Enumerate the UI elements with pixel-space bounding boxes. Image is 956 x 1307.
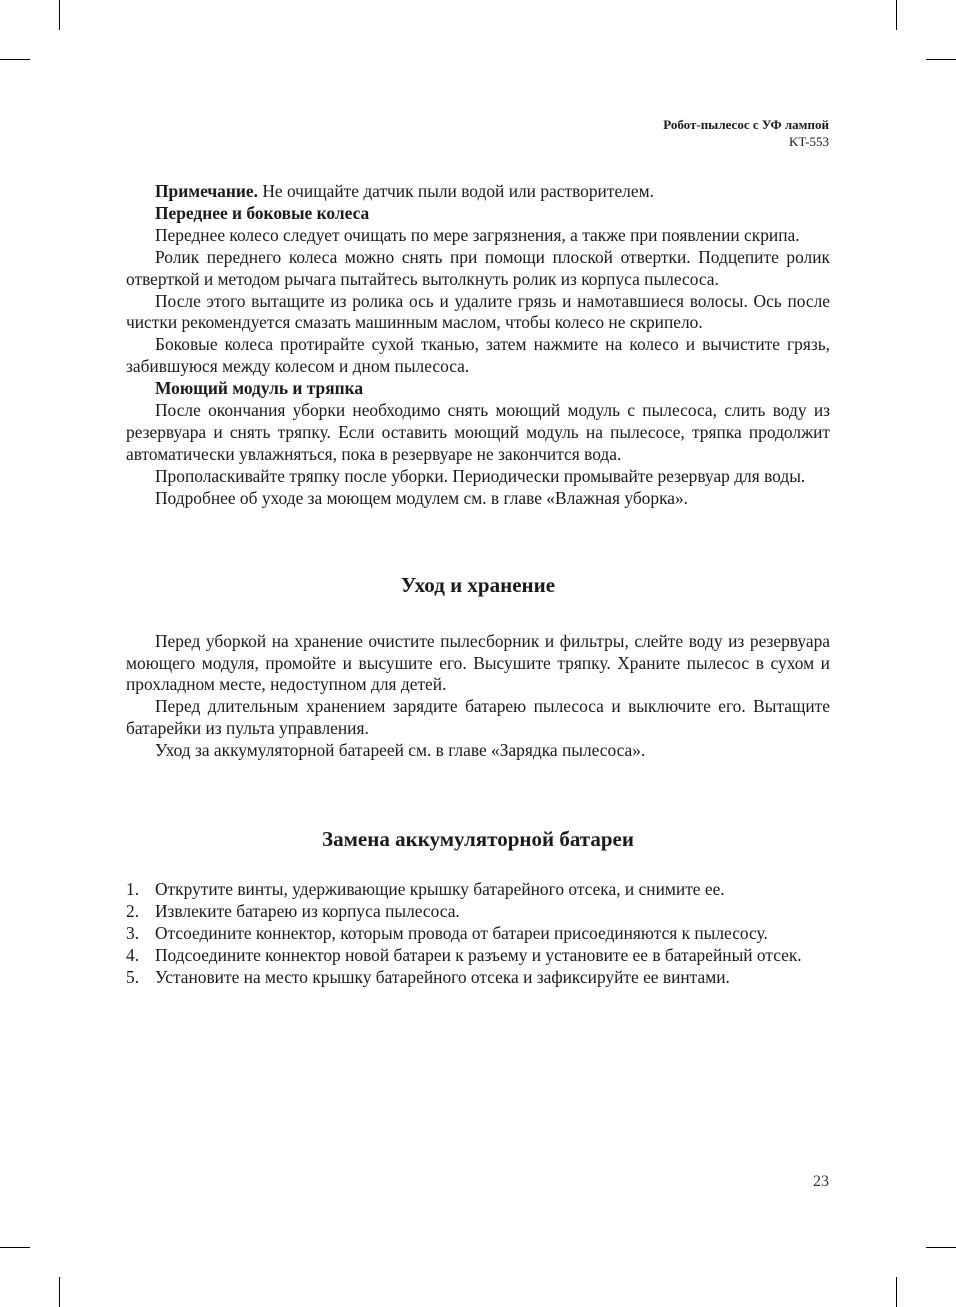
list-item bbox=[126, 967, 830, 989]
step-number: 1. bbox=[126, 879, 140, 900]
crop-mark bbox=[926, 59, 956, 60]
page-body bbox=[126, 181, 830, 989]
crop-mark bbox=[0, 1247, 30, 1248]
page-number: 23 bbox=[813, 1173, 829, 1190]
crop-mark bbox=[896, 1277, 897, 1307]
step-number: 4. bbox=[126, 944, 140, 965]
list-item bbox=[126, 945, 830, 967]
mop-heading: Моющий модуль и тряпка bbox=[155, 378, 364, 399]
storage-title: Уход и хранение bbox=[400, 572, 556, 597]
storage-paragraph: Уход за аккумуляторной батареей см. в главе «Зарядка пылесоса». bbox=[155, 740, 646, 761]
wheels-heading: Переднее и боковые колеса bbox=[155, 202, 370, 223]
wheels-paragraph: Боковые колеса протирайте сухой тканью, затем нажмите на колесо и вычистите грязь, забившуюся между колесом и дном пылесоса. bbox=[126, 334, 830, 377]
wheels-paragraph: Ролик переднего колеса можно снять при помощи плоской отвертки. Подцепите ролик отверткой и методом рычага пытайтесь вытолкнуть ролик из корпуса пылесоса. bbox=[126, 246, 830, 289]
step-number: 2. bbox=[126, 900, 140, 921]
step-number: 3. bbox=[126, 922, 140, 943]
header-title: Робот-пылесос с УФ лампой bbox=[663, 117, 829, 132]
step-text: Установите на место крышку батарейного отсека и зафиксируйте ее винтами. bbox=[155, 966, 730, 987]
step-text: Отсоедините коннектор, которым провода от батареи присоединяются к пылесосу. bbox=[155, 922, 768, 943]
wheels-paragraph: После этого вытащите из ролика ось и удалите грязь и намотавшиеся волосы. Ось после чистки рекомендуется смазать машинным маслом, чтобы колесо не скрипело. bbox=[126, 290, 830, 333]
step-number: 5. bbox=[126, 966, 140, 987]
header-model: KT-553 bbox=[789, 134, 829, 149]
note-label: Примечание. bbox=[155, 181, 258, 201]
battery-steps-list bbox=[126, 879, 830, 989]
note-text: Не очищайте датчик пыли водой или растворителем. bbox=[257, 181, 654, 201]
list-item bbox=[126, 879, 830, 901]
crop-mark bbox=[59, 1277, 60, 1307]
list-item bbox=[126, 901, 830, 923]
storage-paragraph: Перед длительным хранением зарядите батарею пылесоса и выключите его. Вытащите батарейки из пульта управления. bbox=[126, 696, 830, 739]
mop-paragraph: После окончания уборки необходимо снять моющий модуль с пылесоса, слить воду из резервуара и снять тряпку. Если оставить моющий модуль на пылесосе, тряпка продолжит автоматически увлажняться, пока в резервуаре не закончится вода. bbox=[126, 400, 830, 464]
mop-paragraph: Прополаскивайте тряпку после уборки. Периодически промывайте резервуар для воды. bbox=[155, 465, 806, 486]
step-text: Подсоедините коннектор новой батареи к разъему и установите ее в батарейный отсек. bbox=[155, 944, 802, 965]
crop-mark bbox=[0, 59, 30, 60]
step-text: Открутите винты, удерживающие крышку батарейного отсека, и снимите ее. bbox=[155, 879, 725, 900]
crop-mark bbox=[59, 0, 60, 30]
list-item bbox=[126, 923, 830, 945]
crop-mark bbox=[926, 1247, 956, 1248]
note-paragraph bbox=[126, 181, 830, 203]
crop-mark bbox=[896, 0, 897, 30]
storage-paragraph: Перед уборкой на хранение очистите пылесборник и фильтры, слейте воду из резервуара моющего модуля, промойте и высушите его. Высушите тряпку. Храните пылесос в сухом и прохладном месте, недоступном для детей. bbox=[126, 630, 830, 695]
wheels-paragraph: Переднее колесо следует очищать по мере загрязнения, а также при появлении скрипа. bbox=[155, 224, 800, 245]
battery-title: Замена аккумуляторной батареи bbox=[322, 827, 634, 852]
step-text: Извлеките батарею из корпуса пылесоса. bbox=[155, 900, 460, 921]
mop-paragraph: Подробнее об уходе за моющем модулем см. в главе «Влажная уборка». bbox=[155, 487, 689, 508]
running-header bbox=[663, 116, 829, 150]
